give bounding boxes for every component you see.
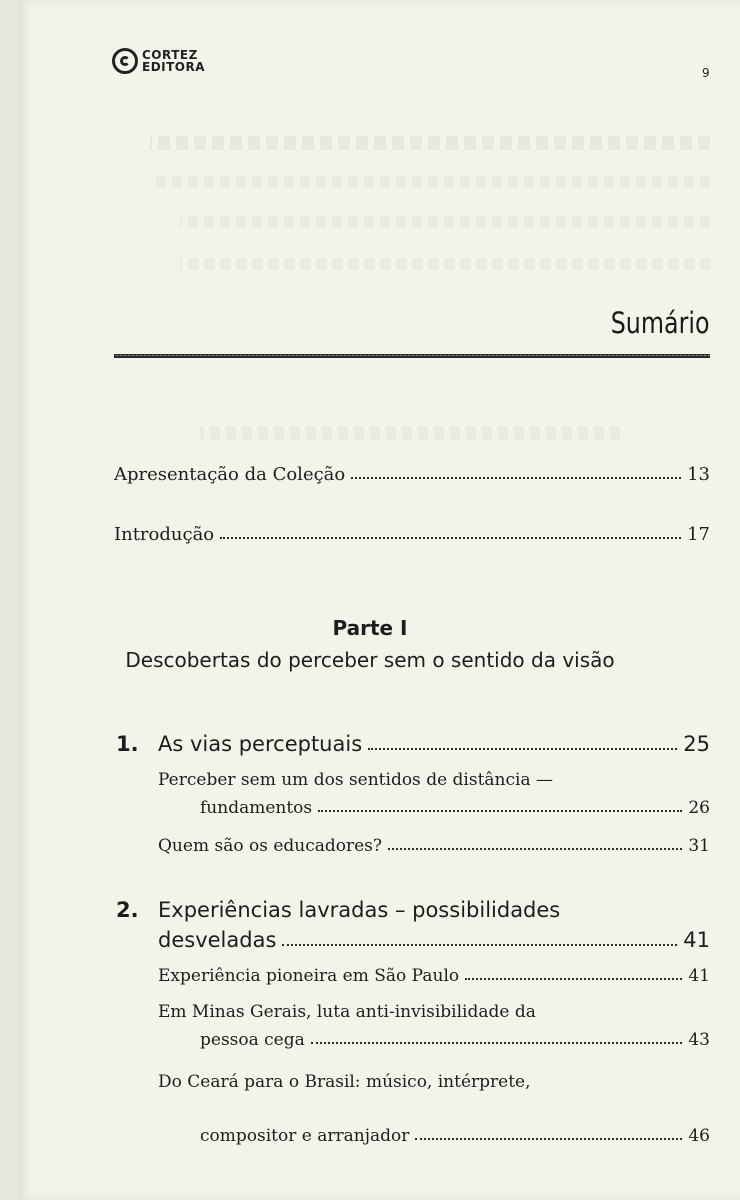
dot-leader — [465, 978, 682, 980]
dot-leader — [311, 1042, 683, 1044]
toc-section-label: Quem são os educadores? — [158, 836, 383, 856]
toc-section-ceara[interactable] — [200, 1126, 710, 1146]
bleed-through-smudge — [180, 216, 710, 228]
bleed-through-smudge — [150, 176, 710, 188]
toc-entry-label: Introdução — [114, 524, 215, 545]
bleed-through-smudge — [150, 136, 710, 150]
toc-entry-apresentacao[interactable] — [114, 464, 710, 485]
bleed-through-smudge — [200, 426, 620, 440]
dot-leader — [368, 748, 677, 750]
toc-entry-page: 13 — [687, 464, 710, 485]
toc-section-sao-paulo[interactable] — [158, 966, 710, 986]
toc-section-line[interactable]: Do Ceará para o Brasil: músico, intérprete, — [158, 1072, 531, 1092]
publisher-name-line1: CORTEZ — [142, 48, 198, 62]
toc-chapter-2[interactable] — [158, 928, 710, 952]
dot-leader — [318, 810, 682, 812]
toc-section-line[interactable]: Perceber sem um dos sentidos de distância — — [158, 770, 553, 790]
toc-section-label: Experiência pioneira em São Paulo — [158, 966, 460, 986]
toc-chapter-2-title-line1[interactable] — [116, 898, 560, 922]
toc-entry-label: Apresentação da Coleção — [114, 464, 346, 485]
publisher-logo-icon — [112, 48, 138, 74]
toc-section-page: 41 — [688, 966, 710, 986]
dot-leader — [220, 537, 681, 539]
bleed-through-smudge — [180, 258, 710, 270]
toc-section-perceber[interactable] — [200, 798, 710, 818]
chapter-title: desveladas — [158, 928, 277, 952]
dot-leader — [388, 848, 682, 850]
toc-section-label: compositor e arranjador — [200, 1126, 410, 1146]
toc-section-label: pessoa cega — [200, 1030, 305, 1050]
toc-section-educadores[interactable] — [158, 836, 710, 856]
title-rule — [114, 354, 710, 358]
toc-section-line[interactable]: Em Minas Gerais, luta anti-invisibilidade da — [158, 1002, 536, 1022]
toc-section-label: fundamentos — [200, 798, 313, 818]
publisher-name-line2: EDITORA — [142, 60, 206, 74]
toc-entry-page: 17 — [687, 524, 710, 545]
toc-section-page: 31 — [688, 836, 710, 856]
dot-leader — [351, 477, 681, 479]
dot-leader — [282, 944, 677, 946]
part-subtitle: Descobertas do perceber sem o sentido da visão — [125, 648, 615, 672]
toc-section-minas-gerais[interactable] — [200, 1030, 710, 1050]
chapter-number: 1. — [116, 732, 139, 756]
part-heading: Parte I — [332, 616, 408, 640]
toc-section-page: 26 — [688, 798, 710, 818]
page-number: 9 — [702, 66, 710, 80]
publisher-logo — [112, 48, 205, 74]
toc-entry-introducao[interactable] — [114, 524, 710, 545]
chapter-number: 2. — [116, 898, 139, 922]
toc-title: Sumário — [611, 306, 710, 340]
toc-section-page: 46 — [688, 1126, 710, 1146]
chapter-page: 25 — [683, 732, 710, 756]
chapter-title: As vias perceptuais — [158, 732, 363, 756]
dot-leader — [415, 1138, 682, 1140]
chapter-title: Experiências lavradas – possibilidades — [158, 898, 561, 922]
chapter-page: 41 — [683, 928, 710, 952]
toc-section-page: 43 — [688, 1030, 710, 1050]
toc-chapter-1[interactable] — [116, 732, 710, 756]
